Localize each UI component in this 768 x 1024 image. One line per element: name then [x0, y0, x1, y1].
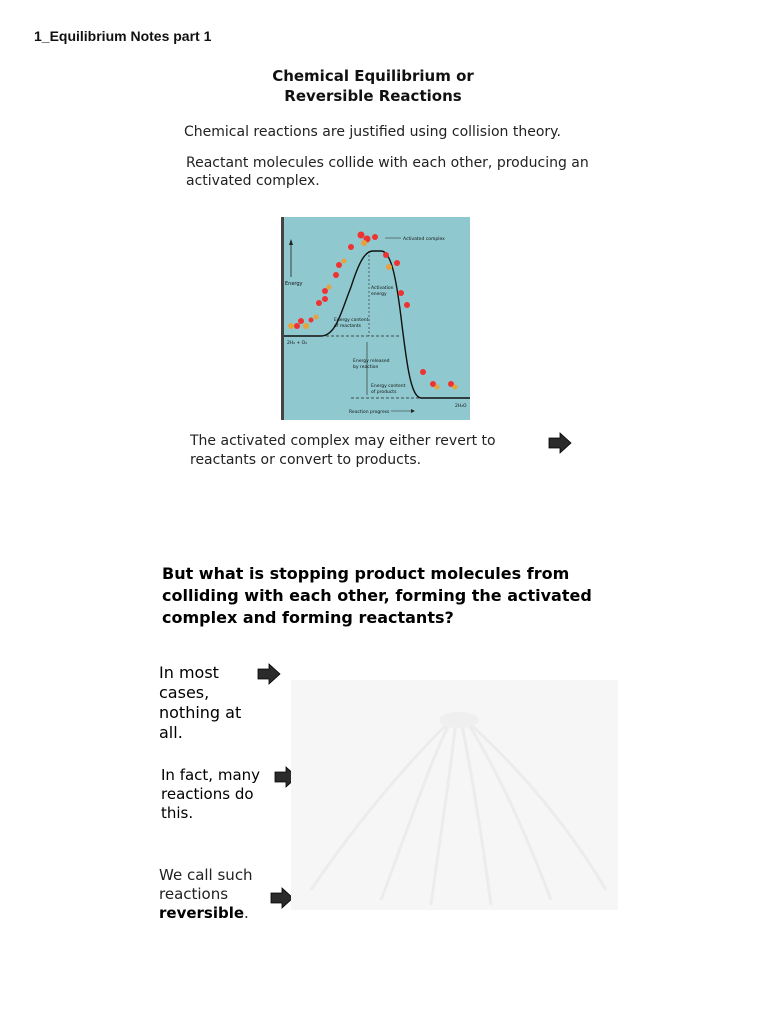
- bullet-reversible-prefix: We call such reactions: [159, 866, 253, 903]
- diagram-label-product-content-1: Energy content: [371, 384, 406, 389]
- diagram-label-progress: Reaction progress: [349, 410, 390, 415]
- diagram-label-reactant-content-2: of reactants: [334, 324, 362, 329]
- diagram-label-activation-1: Activation: [371, 286, 394, 291]
- bullet-reversible-term: reversible: [159, 904, 245, 922]
- bullet-most-cases: In most cases, nothing at all.: [159, 663, 242, 742]
- document-header: 1_Equilibrium Notes part 1: [34, 28, 212, 44]
- diagram-label-released-1: Energy released: [353, 359, 390, 364]
- faded-photo-image: [291, 680, 618, 910]
- energy-profile-diagram: [281, 217, 470, 420]
- paragraph-revert-or-convert: The activated complex may either revert to reactants or convert to products.: [190, 433, 496, 468]
- paragraph-collision-theory: Chemical reactions are justified using collision theory.: [184, 124, 561, 140]
- diagram-label-reactants: 2H₂ + O₂: [287, 341, 308, 346]
- paragraph-activated-complex: Reactant molecules collide with each other, producing an activated complex.: [186, 155, 589, 189]
- diagram-label-product-content-2: of products: [371, 390, 397, 395]
- diagram-label-energy: Energy: [285, 281, 303, 287]
- question-paragraph: But what is stopping product molecules from colliding with each other, forming the activated complex and forming reactants?: [162, 564, 592, 627]
- page-title: [0, 66, 746, 106]
- diagram-label-activation-2: energy: [371, 292, 387, 297]
- diagram-label-products: 2H₂O: [455, 404, 467, 409]
- bullet-in-fact: In fact, many reactions do this.: [161, 766, 261, 822]
- diagram-label-released-2: by reaction: [353, 365, 379, 370]
- bullet-reversible: [159, 866, 279, 923]
- diagram-label-reactant-content-1: Energy content: [334, 318, 369, 323]
- diagram-left-edge: [281, 217, 284, 420]
- bullet-reversible-suffix: .: [244, 904, 249, 922]
- title-line-2: Reversible Reactions: [284, 87, 462, 105]
- diagram-label-activated-complex: Activated complex: [403, 237, 445, 242]
- arrow-right-icon: [548, 432, 572, 454]
- title-line-1: Chemical Equilibrium or: [272, 67, 474, 85]
- arrow-right-icon: [257, 663, 281, 685]
